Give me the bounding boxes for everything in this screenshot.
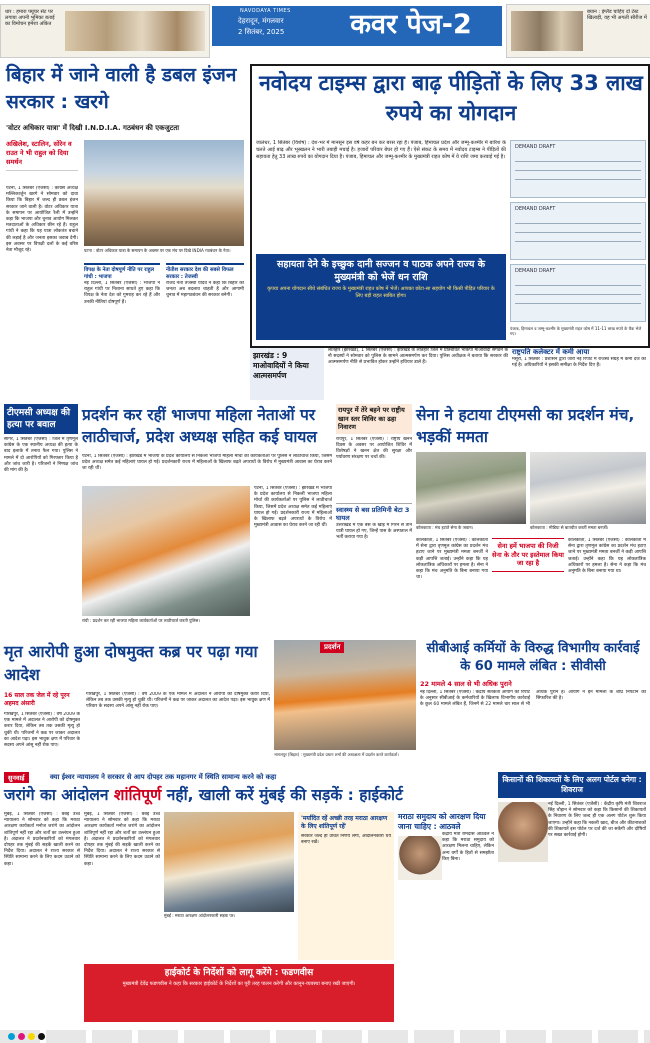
- acquitted-headline: मृत आरोपी हुआ दोषमुक्त कब्र पर पढ़ा गया आदेश: [4, 642, 258, 684]
- acquitted-body: गोरखपुर, 1 सितंबर (एजेंसी) : वर्ष 2009 के एक मामले में अदालत ने आरोपी को दोषमुक्त करार दिया, लेकिन तब तक उसकी मृत्यु हो चुकी थी। परिजनों ने कब्र पर जाकर अदालत का आदेश पढ़ा। इस भावुक क्षण में परिवार के सदस्य अपने आंसू नहीं रोक पाए।: [4, 712, 80, 749]
- lathicharge-photo: [82, 486, 250, 616]
- athawale-headline: मराठा समुदाय को आरक्षण दिया जाना चाहिए : आठवले: [398, 812, 486, 831]
- jarange-headline-part2: नहीं, खाली करें मुंबई की सड़कें : हाईकोर्ट: [166, 786, 403, 804]
- right-promo: [506, 4, 650, 58]
- brief-maoists-body: लातेहार (झारखंड), 1 सितंबर (एजेंसी) : झारखंड के लातेहार जिले में प्रतिबंधित भाकपा माओवादी संगठन के नौ सदस्यों ने सोमवार को पुलिस के सामने आत्मसमर्पण कर दिया। पुलिस अधीक्षक ने बताया कि सरकार की आत्मसमर्पण नीति से प्रभावित होकर उन्होंने हथियार डाले हैं।: [328, 348, 508, 366]
- athawale-photo: [398, 836, 442, 880]
- jarange-body: मुंबई, 1 सितंबर (एजेंसी) : बंबई उच्च न्यायालय ने सोमवार को कहा कि मराठा आरक्षण कार्यकर्ता मनोज जरांगे का आंदोलन शांतिपूर्ण नहीं रहा और शर्तों का उल्लंघन हुआ है। अदालत ने प्रदर्शनकारियों को मंगलवार दोपहर तक मुंबई की सड़कें खाली करने का निर्देश दिया। अदालत ने राज्य सरकार से स्थिति सामान्य करने के लिए कदम उठाने को कहा।: [4, 812, 80, 867]
- right-promo-photo: [511, 11, 583, 51]
- box2-head: नीतीश सरकार देश की सबसे विफल सरकार : तेजस्वी: [166, 267, 234, 280]
- shivraj-body: नई दिल्ली, 1 सितंबर (एजेंसी) : केंद्रीय कृषि मंत्री शिवराज सिंह चौहान ने सोमवार को कहा कि किसानों की शिकायतों के निवारण के लिए जल्द ही एक अलग पोर्टल शुरू किया जाएगा। उन्होंने कहा कि नकली खाद, बीज और कीटनाशकों की शिकायतें इस पोर्टल पर दर्ज की जा सकेंगी और दोषियों पर सख्त कार्रवाई होगी।: [548, 802, 646, 839]
- cheque-3-label: DEMAND DRAFT: [515, 268, 556, 274]
- brief-collector-headline: राष्ट्रपति कलेक्टर में कमी आया: [512, 348, 590, 356]
- box1-head: विपक्ष के नेता दोषपूर्ण नीति पर राहुल गांधी : भाजपा: [84, 267, 155, 280]
- jarange-quote-box: [298, 812, 394, 960]
- lathicharge-body: पटना, 1 सितंबर (एजेंसी) : झारखंड में भाजपा के प्रदेश कार्यालय से निकलीं भाजपा महिला मोर्चा की कार्यकर्ताओं पर पुलिस ने लाठीचार्ज किया, जिसमें प्रदेश अध्यक्ष समेत कई महिलाएं घायल हो गईं। प्रदर्शनकारी राज्य में महिलाओं के खिलाफ बढ़ते अपराधों के विरोध में मुख्यमंत्री आवास का घेराव करने जा रही थीं।: [82, 454, 332, 472]
- registration-dot-magenta: [18, 1033, 25, 1040]
- story-kharge-sub: 'वोटर अधिकार यात्रा' में दिखी I.N.D.I.A. गठबंधन की एकजुटता: [6, 124, 180, 132]
- mamata-quote: सेना हमें भाजपा की निजी सेना के तौर पर इस्तेमाल किया जा रहा है: [492, 538, 564, 572]
- lathicharge-headline: प्रदर्शन कर रहीं भाजपा महिला नेताओं पर लाठीचार्ज, प्रदेश अध्यक्ष सहित कई घायल: [82, 406, 317, 446]
- registration-dot-black: [38, 1033, 45, 1040]
- shivraj-photo: [498, 802, 548, 862]
- brief-maoists: [250, 348, 324, 400]
- shivraj-headline: किसानों की शिकायतों के लिए अलग पोर्टल बनेगा : शिवराज: [498, 772, 646, 798]
- fadnavis-headline: हाईकोर्ट के निर्देशों को लागू करेंगे : फडणवीस: [164, 968, 314, 978]
- paper-name: NAVODAYA TIMES: [240, 8, 291, 14]
- cheque-2: [510, 202, 646, 260]
- box1-body: नई दिल्ली, 1 सितंबर (एजेंसी) : भाजपा ने राहुल गांधी पर निशाना साधते हुए कहा कि विपक्ष के नेता देश को गुमराह कर रहे हैं और उनकी नीतियां दोषपूर्ण हैं।: [84, 281, 160, 305]
- tmc-murder-body: सागर, 1 सितंबर (एजेंसी) : जिले में तृणमूल कांग्रेस के एक स्थानीय अध्यक्ष की हत्या के बाद इलाके में तनाव फैल गया। पुलिस ने मामले में दो आरोपियों को गिरफ्तार किया है और जांच जारी है। परिजनों ने निष्पक्ष जांच की मांग की है।: [4, 437, 78, 474]
- cheques: [510, 140, 644, 322]
- story-cbi: [420, 640, 646, 768]
- mining-body: रायपुर, 1 सितंबर (एजेंसी) : राष्ट्रीय खनन दिवस के अवसर पर आयोजित शिविर में विशेषज्ञों ने खनन क्षेत्र की सुरक्षा और पर्यावरण संरक्षण पर चर्चा की।: [336, 436, 412, 461]
- story-kharge-caption: पटना : वोटर अधिकार यात्रा के समापन के अवसर पर एक मंच पर दिखे INDIA गठबंधन के नेता।: [84, 248, 231, 253]
- appeal-body: कृपया अपना योगदान सीधे संबंधित राज्य के मुख्यमंत्री राहत कोष में भेजें। आपका छोटा-सा सहयोग भी किसी पीड़ित परिवार के लिए बड़ी राहत साबित होगा।: [267, 286, 495, 299]
- protest-label: प्रदर्शन: [320, 642, 344, 653]
- story-kharge-headline: बिहार में जाने वाली है डबल इंजन सरकार : खरगे: [6, 64, 237, 113]
- story-kharge: [4, 60, 246, 400]
- story-mining: [336, 404, 412, 636]
- jarange-headline-highlight: शांतिपूर्ण: [113, 786, 162, 804]
- jarange-caption: मुंबई : मराठा आरक्षण आंदोलनकारी सड़क पर।: [164, 913, 236, 918]
- story-kharge-box2: [166, 263, 244, 401]
- box2-body: राजद नेता तेजस्वी यादव ने कहा कि बिहार की जनता अब बदलाव चाहती है और आगामी चुनाव में महागठबंधन की सरकार बनेगी।: [166, 281, 244, 299]
- lathicharge-caption: रांची : प्रदर्शन कर रहीं भाजपा महिला कार्यकर्ताओं पर लाठीचार्ज करती पुलिस।: [82, 618, 200, 623]
- protest-caption: भागलपुर (बिहार) : मुख्यमंत्री प्रदेश प्रधान शर्मा की अध्यक्षता में प्रदर्शन करते कार्यकर्ता।: [274, 752, 399, 757]
- story-kharge-body: पटना, 1 सितंबर (एजेंसी) : कांग्रेस अध्यक्ष मल्लिकार्जुन खरगे ने सोमवार को दावा किया कि बिहार में जल्द ही डबल इंजन सरकार जाने वाली है। वोटर अधिकार यात्रा के समापन पर आयोजित रैली में उन्होंने कहा कि भाजपा और चुनाव आयोग मिलकर मतदाताओं के अधिकार छीन रहे हैं। राहुल गांधी ने कहा कि यह यात्रा लोकतंत्र बचाने की लड़ाई है और जनता इसका जवाब देगी। इस अवसर पर विपक्षी दलों के कई वरिष्ठ नेता मौजूद रहे।: [6, 186, 78, 254]
- cheque-1-label: DEMAND DRAFT: [515, 144, 556, 150]
- left-promo-photo: [65, 11, 205, 51]
- story-acquitted: [4, 640, 270, 768]
- left-promo: [0, 4, 210, 58]
- jarange-headline-part1: जरांगे का आंदोलन: [4, 786, 109, 804]
- story-kharge-photo: [84, 140, 244, 246]
- jarange-headline: [4, 784, 494, 806]
- cbi-sub: 22 मामले 4 साल से भी अधिक पुराने: [420, 680, 512, 688]
- left-promo-text: धार : हमारा फ्यूचर सेट पर लगाया अपनी भूमिका बताई का विमोचन हमेशा अंकित: [5, 9, 55, 28]
- appeal-head: सहायता देने के इच्छुक दानी सज्जन व पाठक अपने राज्य के मुख्यमंत्री को भेजें धन राशि: [277, 259, 485, 283]
- story-kharge-box1: [84, 263, 160, 401]
- athawale-body: केंद्रीय मंत्री रामदास आठवले ने कहा कि मराठा समुदाय को आरक्षण मिलना चाहिए, लेकिन अन्य वर्गों के हितों से समझौता किए बिना।: [442, 832, 494, 862]
- cheques-caption: पंजाब, हिमाचल व जम्मू-कश्मीर के मुख्यमंत्री राहत कोष में 11-11 लाख रुपये के चैक भेजे गए।: [510, 326, 642, 336]
- athawale-box: [398, 812, 494, 1022]
- mamata-body: कोलकाता, 1 सितंबर (एजेंसी) : कोलकाता में सेना द्वारा तृणमूल कांग्रेस का प्रदर्शन मंच हटाए जाने पर मुख्यमंत्री ममता बनर्जी ने कड़ी आपत्ति जताई। उन्होंने कहा कि यह लोकतांत्रिक अधिकारों पर हमला है। सेना ने कहा कि मंच अनुमति के बिना बनाया गया था।: [416, 538, 488, 581]
- cbi-headline: सीबीआई कर्मियों के विरुद्ध विभागीय कार्रवाई के 60 मामले लंबित : सीवीसी: [426, 641, 640, 674]
- mamata-headline: सेना ने हटाया टीएमसी का प्रदर्शन मंच, भड़कीं ममता: [416, 406, 635, 446]
- fadnavis-body: मुख्यमंत्री देवेंद्र फडणवीस ने कहा कि सरकार हाईकोर्ट के निर्देशों का पूरी तरह पालन करेगी और कानून-व्यवस्था बनाए रखी जाएगी।: [122, 981, 356, 987]
- acquitted-body-col: गोरखपुर, 1 सितंबर (एजेंसी) : वर्ष 2009 के एक मामले में अदालत ने आरोपी को दोषमुक्त करार दिया, लेकिन तब तक उसकी मृत्यु हो चुकी थी। परिजनों ने कब्र पर जाकर अदालत का आदेश पढ़ा। इस भावुक क्षण में परिवार के सदस्य अपने आंसू नहीं रोक पाए।: [86, 692, 270, 710]
- jarange-photo: [164, 812, 294, 912]
- brief-collector: [512, 348, 646, 400]
- cheque-2-label: DEMAND DRAFT: [515, 206, 556, 212]
- page-title: कवर पेज-2: [350, 9, 472, 40]
- masthead: [0, 0, 650, 60]
- brief-collector-body: मसूरी, 1 सितंबर : प्रशासन द्वारा जारी नई रिपोर्ट में राजस्व संग्रह में कमी दर्ज की गई है। अधिकारियों ने इसकी समीक्षा के निर्देश दिए हैं।: [512, 357, 646, 369]
- cheque-1: [510, 140, 646, 198]
- mamata-caption-2: कोलकाता : मीडिया से बातचीत करतीं ममता बनर्जी।: [530, 525, 609, 530]
- jarange-quote-body: सरकार जल्द ही उचित निर्णय लेगी, आंदोलनकारी धैर्य बनाए रखें।: [301, 834, 391, 846]
- brief-maoists-headline: झारखंड : 9 माओवादियों ने किया आत्मसमर्पण: [253, 351, 309, 380]
- fadnavis-strip: [84, 964, 394, 1022]
- story-shivraj: [498, 772, 646, 1024]
- story-navodaya: [250, 64, 650, 348]
- right-promo-text: बयान : इंग्लैंड चाहिए दो टेस्ट खिलाड़ी, वह भी अगली सीरीज में: [587, 9, 647, 22]
- jarange-quote-head: 'मर्यादित रहें अच्छी तरह मराठा आरक्षण के लिए शांतिपूर्ण रहें': [301, 815, 388, 830]
- lathicharge-body-col: पटना, 1 सितंबर (एजेंसी) : झारखंड में भाजपा के प्रदेश कार्यालय से निकलीं भाजपा महिला मोर्चा की कार्यकर्ताओं पर पुलिस ने लाठीचार्ज किया, जिसमें प्रदेश अध्यक्ष समेत कई महिलाएं घायल हो गईं। प्रदर्शनकारी राज्य में महिलाओं के खिलाफ बढ़ते अपराधों के विरोध में मुख्यमंत्री आवास का घेराव करने जा रही थीं।: [254, 486, 332, 529]
- protest-photo-block: [274, 640, 416, 768]
- masthead-banner: [212, 6, 502, 46]
- cheque-3: [510, 264, 646, 322]
- protest-photo: [274, 640, 416, 750]
- cbi-body: नई दिल्ली, 1 सितंबर (एजेंसी) : केंद्रीय सतर्कता आयोग की रिपोर्ट के अनुसार सीबीआई के कर्मचारियों के खिलाफ विभागीय कार्रवाई के कुल 60 मामले लंबित हैं, जिनमें से 22 मामले चार साल से भी अधिक पुराने हैं। आयोग ने इन मामलों के शीघ्र निपटान की सिफारिश की है।: [420, 690, 646, 708]
- mamata-photo-1: [416, 452, 526, 524]
- date-weekday: देहरादून, मंगलवार: [238, 17, 284, 25]
- acquitted-side-head: 16 साल तक जेल में रहे पूरन अहमद अंसारी: [4, 692, 70, 707]
- date-full: 2 सितंबर, 2025: [238, 28, 285, 36]
- appeal-box: [256, 254, 506, 340]
- mamata-caption-1: कोलकाता : मंच हटाते सेना के जवान।: [416, 525, 474, 530]
- mamata-body-col: कोलकाता, 1 सितंबर (एजेंसी) : कोलकाता में सेना द्वारा तृणमूल कांग्रेस का प्रदर्शन मंच हटाए जाने पर मुख्यमंत्री ममता बनर्जी ने कड़ी आपत्ति जताई। उन्होंने कहा कि यह लोकतांत्रिक अधिकारों पर हमला है। सेना ने कहा कि मंच अनुमति के बिना बनाया गया था।: [568, 538, 646, 575]
- story-navodaya-body: जालंधर, 1 सितंबर (विशेष) : देश-भर में मानसून इस वर्ष कहर बन कर बरस रहा है। पंजाब, हिमाचल प्रदेश और जम्मू-कश्मीर में बारिश के चलते आई बाढ़ और भूस्खलन ने भारी तबाही मचाई है। हजारों परिवार बेघर हो गए हैं। ऐसे संकट के समय में नवोदय टाइम्स ने पीड़ितों की सहायता हेतु 33 लाख रुपये का योगदान दिया है। पंजाब, हिमाचल और जम्मू-कश्मीर के मुख्यमंत्री राहत कोष में ये राशि जमा करवाई गई है।: [256, 140, 506, 160]
- mining-headline: रायपुर में तेरे बहने पर राष्ट्रीय खान स्तर शिविर का ढहा निवारण: [336, 404, 412, 434]
- jarange-body-col2: मुंबई, 1 सितंबर (एजेंसी) : बंबई उच्च न्यायालय ने सोमवार को कहा कि मराठा आरक्षण कार्यकर्ता मनोज जरांगे का आंदोलन शांतिपूर्ण नहीं रहा और शर्तों का उल्लंघन हुआ है। अदालत ने प्रदर्शनकारियों को मंगलवार दोपहर तक मुंबई की सड़कें खाली करने का निर्देश दिया। अदालत ने राज्य सरकार से स्थिति सामान्य करने के लिए कदम उठाने को कहा।: [84, 812, 160, 867]
- story-mamata: [416, 404, 646, 636]
- jarange-kicker: क्या ईश्वर न्यायालय ने सरकार से आप दोपहर तक महानगर में स्थिति सामान्य करने को कहा: [50, 773, 277, 781]
- tmc-murder-headline: टीएमसी अध्यक्ष की हत्या पर बवाल: [4, 404, 78, 434]
- mamata-photo-2: [530, 452, 646, 524]
- bus-headline: स्वास्थ्य से बस प्रतिमिनी बेटा 3 घायल: [336, 503, 412, 523]
- registration-strip: [0, 1030, 650, 1043]
- story-lathicharge: [82, 404, 332, 636]
- bus-body: उत्तराखंड में एक बस के खाई में गिरने से तीन यात्री घायल हो गए, जिन्हें पास के अस्पताल में भर्ती कराया गया है।: [336, 522, 412, 540]
- story-tmc-murder: [4, 404, 78, 636]
- story-navodaya-headline: नवोदय टाइम्स द्वारा बाढ़ पीड़ितों के लिए 33 लाख रुपये का योगदान: [259, 71, 643, 125]
- registration-dot-cyan: [8, 1033, 15, 1040]
- registration-dot-yellow: [28, 1033, 35, 1040]
- jarange-kicker-label: सुनवाई: [4, 772, 29, 783]
- story-jarange: [4, 772, 494, 1024]
- story-kharge-side-head: अखिलेश, स्टालिन, सोरेन व राउत ने भी राहुल को दिया समर्थन: [6, 140, 78, 171]
